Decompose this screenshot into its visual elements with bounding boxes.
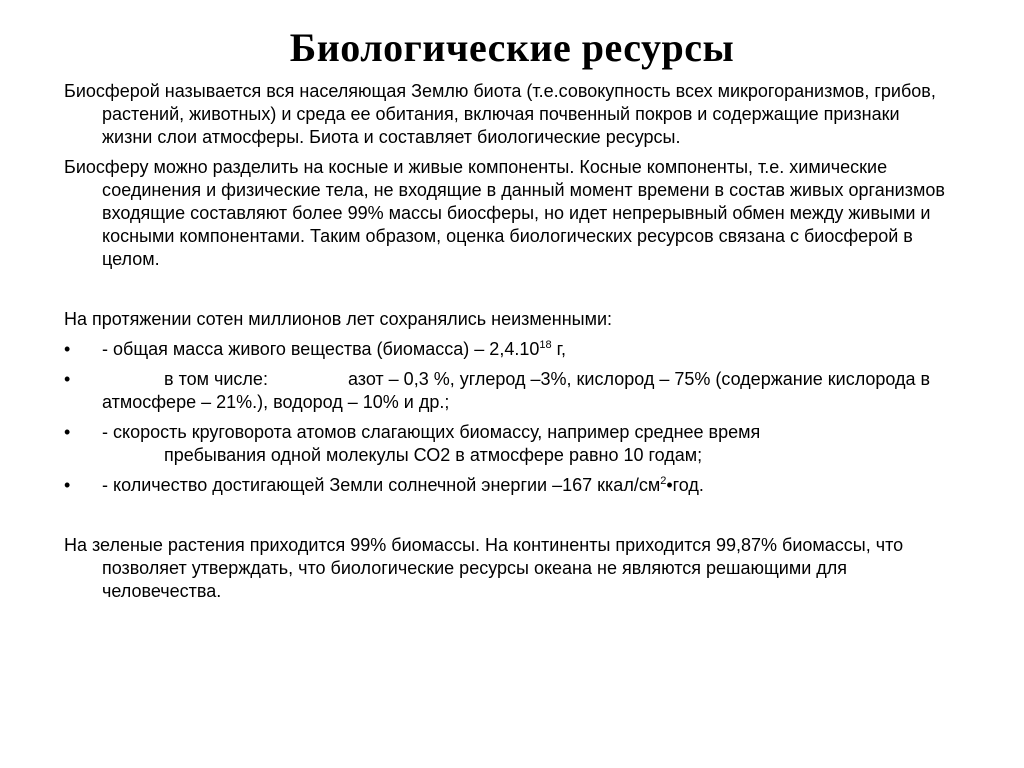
circulation-line-1: - скорость круговорота атомов слагающих биомассу, например среднее время <box>102 422 761 442</box>
list-item-circulation <box>64 421 954 467</box>
paragraph-unchanged-intro: На протяжении сотен миллионов лет сохранялись неизменными: <box>64 309 613 329</box>
composition-label: в том числе: <box>164 369 268 389</box>
list-item-biomass <box>64 338 954 361</box>
bullet-text-tail: г, <box>551 339 566 359</box>
bullet-text: - общая масса живого вещества (биомасса) – 2,4.10 <box>102 339 540 359</box>
bullet-marker: • <box>64 369 71 389</box>
list-item-solar-energy <box>64 474 954 497</box>
bullet-marker: • <box>64 339 71 359</box>
paragraph-biosphere-components: Биосферу можно разделить на косные и живые компоненты. Косные компоненты, т.е. химические соединения и физические тела, не входящие в данный момент времени в состав живых организмов входящие составляют более 99% массы биосферы, но идет непрерывный обмен между живыми и косными компонентами. Таким образом, оценка биологических ресурсов связана с биосферой в целом. <box>64 157 945 269</box>
composition-values: азот – 0,3 %, углерод –3%, кислород – 75% (содержание кислорода в атмосфере – 21%.), водород – 10% и др.; <box>102 369 931 412</box>
paragraph-biomass-distribution: На зеленые растения приходится 99% биомассы. На континенты приходится 99,87% биомассы, что позволяет утверждать, что биологические ресурсы океана не являются решающими для человечества. <box>64 535 904 601</box>
slide-body <box>64 80 954 610</box>
bullet-marker: • <box>64 475 71 495</box>
spacer <box>64 504 954 534</box>
paragraph-biosphere-definition: Биосферой называется вся населяющая Землю биота (т.е.совокупность всех микрогоранизмов, грибов, растений, животных) и среда ее обитания, включая почвенный покров и содержащие признаки жизни слои атмосферы. Биота и составляет биологические ресурсы. <box>64 81 936 147</box>
list-item-text <box>102 421 954 467</box>
list-item-composition <box>64 368 954 414</box>
list-item-text <box>102 338 954 361</box>
list-item-text <box>102 474 954 497</box>
bullet-text-tail: •год. <box>666 475 704 495</box>
bullet-text: - количество достигающей Земли солнечной энергии –167 ккал/см <box>102 475 661 495</box>
bullet-marker: • <box>64 422 71 442</box>
exponent: 2 <box>660 475 667 487</box>
list-item-text <box>102 368 954 414</box>
exponent: 18 <box>539 339 552 351</box>
circulation-line-2: пребывания одной молекулы СО2 в атмосфере равно 10 годам; <box>164 445 703 465</box>
spacer <box>64 278 954 308</box>
page-title: Биологические ресурсы <box>289 25 735 70</box>
